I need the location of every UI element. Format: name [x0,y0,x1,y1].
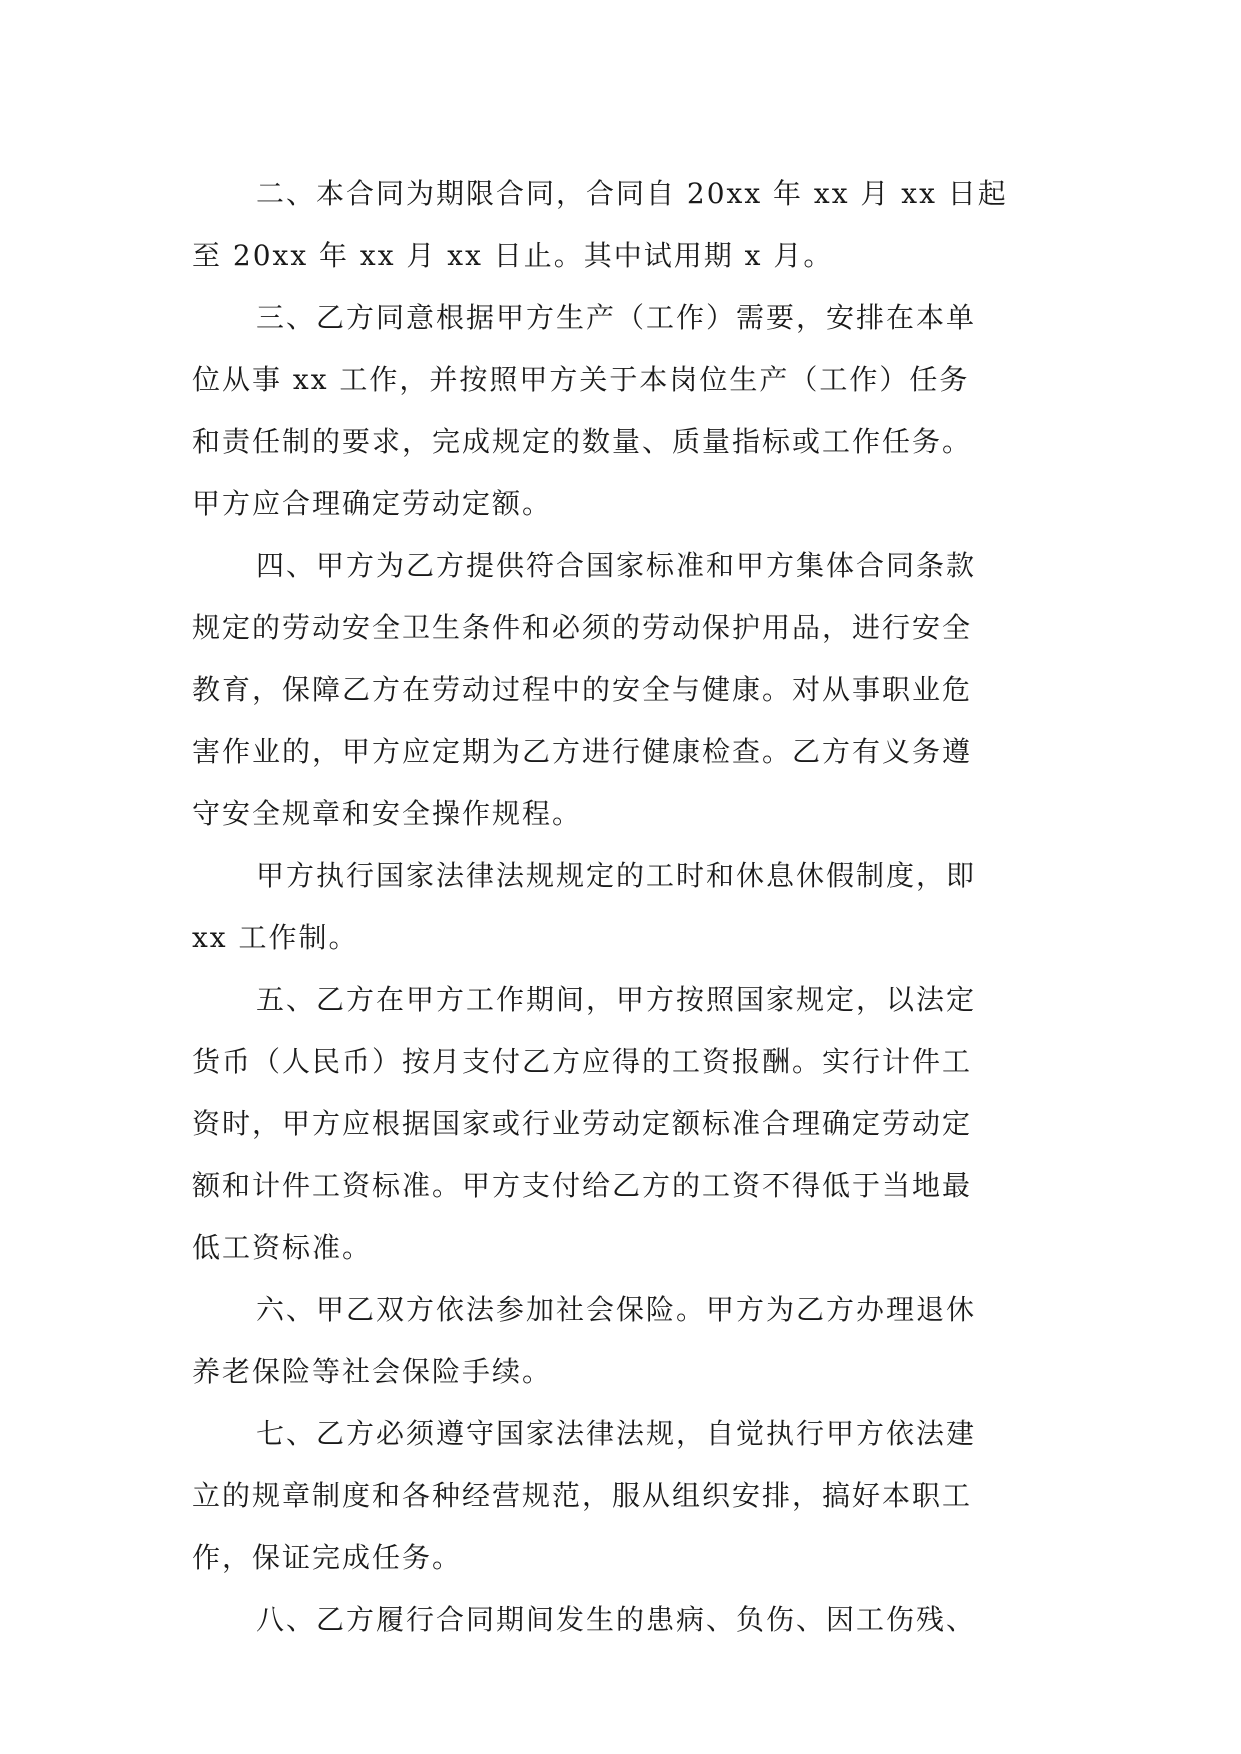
text-line: 七、乙方必须遵守国家法律法规，自觉执行甲方依法建 [256,1417,977,1450]
text-line: 规定的劳动安全卫生条件和必须的劳动保护用品，进行安全 [192,611,973,644]
paragraph-social-insurance [192,1279,1052,1403]
text-line: 害作业的，甲方应定期为乙方进行健康检查。乙方有义务遵 [192,735,973,768]
text-line: 守安全规章和安全操作规程。 [192,797,583,830]
text-line: 四、甲方为乙方提供符合国家标准和甲方集体合同条款 [256,549,977,582]
text-line: 八、乙方履行合同期间发生的患病、负伤、因工伤残、 [256,1603,977,1636]
text-line: 三、乙方同意根据甲方生产（工作）需要，安排在本单 [256,301,977,334]
paragraph-safety [192,535,1052,845]
text-line: 六、甲乙双方依法参加社会保险。甲方为乙方办理退休 [256,1293,977,1326]
text-line: 至 20xx 年 xx 月 xx 日止。其中试用期 x 月。 [192,239,834,272]
paragraph-term [192,163,1052,287]
text-line: 立的规章制度和各种经营规范，服从组织安排，搞好本职工 [192,1479,973,1512]
text-line: 货币（人民币）按月支付乙方应得的工资报酬。实行计件工 [192,1045,973,1078]
text-line: 五、乙方在甲方工作期间，甲方按照国家规定，以法定 [256,983,977,1016]
text-line: 养老保险等社会保险手续。 [192,1355,553,1388]
paragraph-wages [192,969,1052,1279]
text-line: 作，保证完成任务。 [192,1541,463,1574]
text-line: xx 工作制。 [192,921,359,954]
text-line: 低工资标准。 [192,1231,373,1264]
text-line: 额和计件工资标准。甲方支付给乙方的工资不得低于当地最 [192,1169,973,1202]
text-line: 和责任制的要求，完成规定的数量、质量指标或工作任务。 [192,425,973,458]
paragraph-illness-injury [192,1589,1052,1651]
text-line: 资时，甲方应根据国家或行业劳动定额标准合理确定劳动定 [192,1107,973,1140]
text-line: 甲方执行国家法律法规规定的工时和休息休假制度，即 [256,859,977,892]
paragraph-work-duties [192,287,1052,535]
text-line: 位从事 xx 工作，并按照甲方关于本岗位生产（工作）任务 [192,363,970,396]
text-line: 二、本合同为期限合同，合同自 20xx 年 xx 月 xx 日起 [256,177,1008,210]
paragraph-working-hours [192,845,1052,969]
text-line: 教育，保障乙方在劳动过程中的安全与健康。对从事职业危 [192,673,973,706]
document-body [192,163,1052,1651]
text-line: 甲方应合理确定劳动定额。 [192,487,553,520]
paragraph-compliance [192,1403,1052,1589]
